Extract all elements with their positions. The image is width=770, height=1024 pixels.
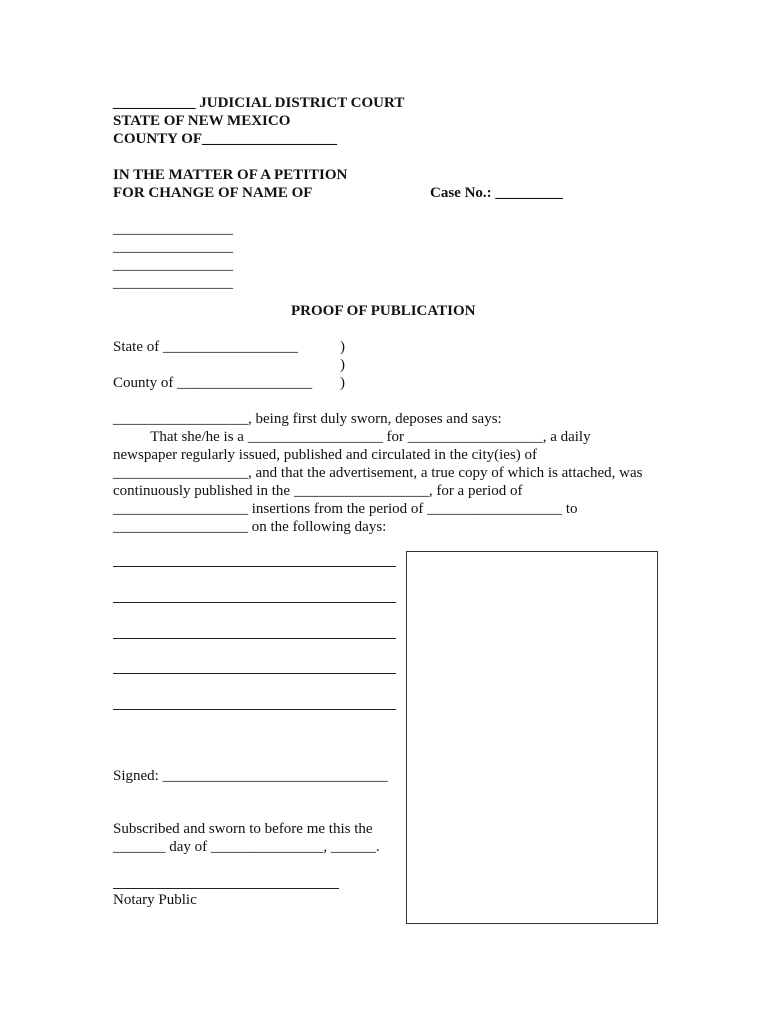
case-number: Case No.: _________: [430, 185, 563, 201]
publication-day-line: [113, 566, 396, 567]
notary-label: Notary Public: [113, 892, 197, 908]
venue-county: County of __________________: [113, 375, 313, 391]
affidavit-line-5: continuously published in the __________________, for a period of: [113, 483, 523, 499]
document-title: PROOF OF PUBLICATION: [291, 303, 476, 319]
venue-state: State of __________________: [113, 339, 298, 355]
affidavit-line-7: __________________ on the following days:: [113, 519, 387, 535]
venue-paren-3: ): [340, 375, 345, 391]
publication-day-line: [113, 673, 396, 674]
venue-paren-2: ): [340, 357, 345, 373]
affidavit-line-3: newspaper regularly issued, published and circulated in the city(ies) of: [113, 447, 538, 463]
publication-day-line: [113, 602, 396, 603]
name-blank-2: ________________: [113, 239, 233, 255]
court-caption: ___________ JUDICIAL DISTRICT COURT: [113, 95, 405, 111]
state-caption: STATE OF NEW MEXICO: [113, 113, 291, 129]
name-blank-3: ________________: [113, 257, 233, 273]
affidavit-line-2: That she/he is a __________________ for __________________, a daily: [113, 429, 591, 445]
subscribed-line-2: _______ day of _______________, ______.: [113, 839, 380, 855]
matter-line-1: IN THE MATTER OF A PETITION: [113, 167, 348, 183]
matter-line-2: FOR CHANGE OF NAME OF: [113, 185, 313, 201]
affidavit-line-1: __________________, being first duly sworn, deposes and says:: [113, 411, 502, 427]
affidavit-line-4: __________________, and that the advertisement, a true copy of which is attached, was: [113, 465, 643, 481]
notary-signature-line: [113, 888, 339, 889]
publication-day-line: [113, 709, 396, 710]
affidavit-line-6: __________________ insertions from the period of __________________ to: [113, 501, 578, 517]
signed-line: Signed: ______________________________: [113, 768, 388, 784]
name-blank-1: ________________: [113, 221, 233, 237]
name-blank-4: ________________: [113, 275, 233, 291]
publication-day-line: [113, 638, 396, 639]
county-caption: COUNTY OF__________________: [113, 131, 338, 147]
venue-paren-1: ): [340, 339, 345, 355]
advertisement-attachment-box: [406, 551, 658, 924]
subscribed-line-1: Subscribed and sworn to before me this the: [113, 821, 373, 837]
